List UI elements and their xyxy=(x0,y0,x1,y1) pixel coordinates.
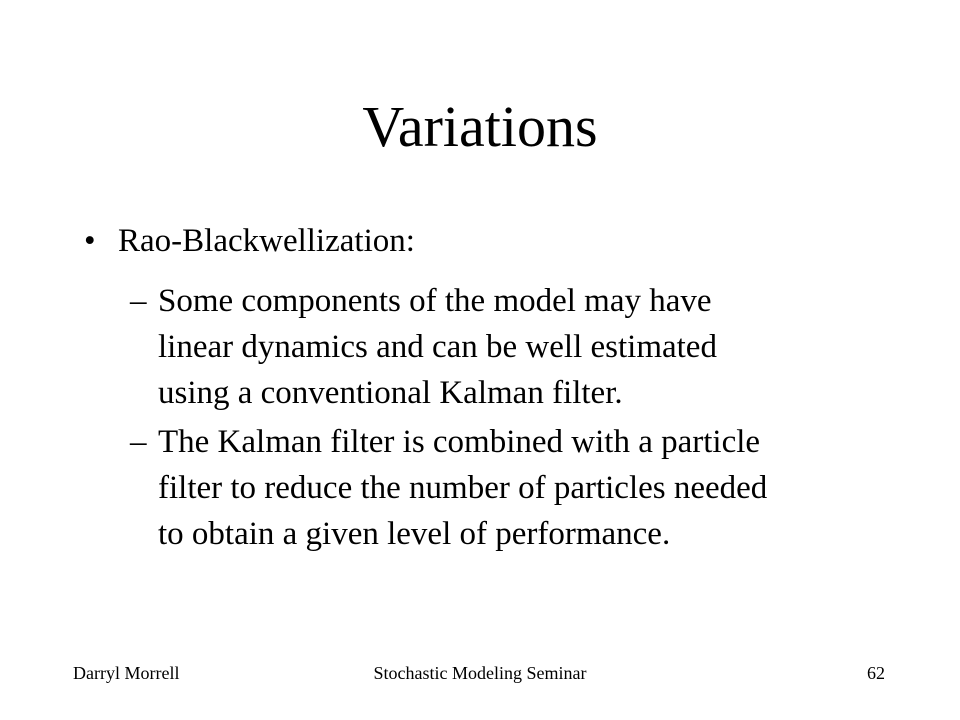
sub-bullet-line: filter to reduce the number of particles needed xyxy=(158,470,768,506)
sub-bullet-1 xyxy=(130,278,717,416)
footer-page-number: 62 xyxy=(867,663,885,683)
bullet-text: Rao-Blackwellization: xyxy=(118,223,415,259)
slide-title: Variations xyxy=(362,94,598,159)
sub-bullet-2 xyxy=(130,419,767,557)
bullet-marker: • xyxy=(84,223,96,259)
sub-bullet-line: linear dynamics and can be well estimated xyxy=(158,329,717,365)
footer-course: Stochastic Modeling Seminar xyxy=(373,663,587,683)
sub-bullet-line: to obtain a given level of performance. xyxy=(158,516,671,552)
sub-bullet-line: The Kalman filter is combined with a particle xyxy=(158,424,761,460)
sub-bullet-marker: – xyxy=(130,424,147,460)
bullet-item xyxy=(84,218,415,264)
sub-bullet-marker: – xyxy=(130,283,147,319)
footer-author: Darryl Morrell xyxy=(73,663,180,683)
sub-bullet-line: using a conventional Kalman filter. xyxy=(158,375,623,411)
sub-bullet-line: Some components of the model may have xyxy=(158,283,712,319)
